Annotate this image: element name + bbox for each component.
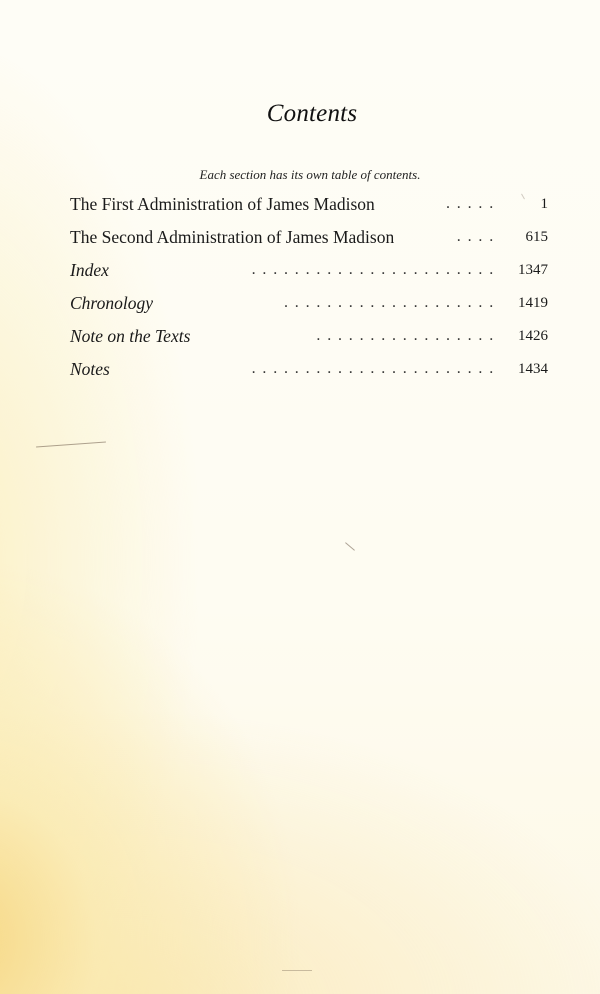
toc-entry-page-number: 1347: [518, 262, 548, 278]
toc-entry-page-number: 1434: [518, 361, 548, 377]
toc-entry-page-number: 1426: [518, 328, 548, 344]
toc-entry-label: The First Administration of James Madison: [70, 194, 375, 214]
toc-entry-label: Chronology: [70, 293, 153, 313]
toc-entry-second-administration[interactable]: [70, 223, 548, 256]
dot-leader: ....................: [284, 294, 500, 311]
dot-leader: .......................: [251, 360, 500, 377]
toc-entry-chronology[interactable]: [70, 289, 548, 322]
toc-entry-label: Index: [70, 260, 109, 280]
toc-entry-note-on-the-texts[interactable]: [70, 322, 548, 355]
scan-speck: [345, 542, 355, 550]
dot-leader: ....: [456, 228, 500, 245]
toc-entry-notes[interactable]: [70, 355, 548, 388]
toc-entry-page-number: 615: [525, 229, 548, 245]
toc-entry-label: Notes: [70, 359, 110, 379]
dot-leader: .................: [316, 327, 500, 344]
contents-subheading: Each section has its own table of contents.: [199, 167, 421, 182]
toc-entry-index[interactable]: [70, 256, 548, 289]
toc-entry-page-number: 1: [540, 196, 548, 212]
dot-leader: .....: [446, 195, 500, 212]
toc-entry-label: Note on the Texts: [70, 326, 191, 346]
contents-heading: Contents: [266, 100, 358, 127]
toc-entry-page-number: 1419: [518, 295, 548, 311]
dot-leader: .......................: [251, 261, 500, 278]
scan-speck: [282, 970, 312, 971]
toc-entry-first-administration[interactable]: [70, 190, 548, 223]
toc-entry-label: The Second Administration of James Madison: [70, 227, 395, 247]
scan-speck: [36, 442, 106, 448]
table-of-contents: [70, 190, 548, 388]
